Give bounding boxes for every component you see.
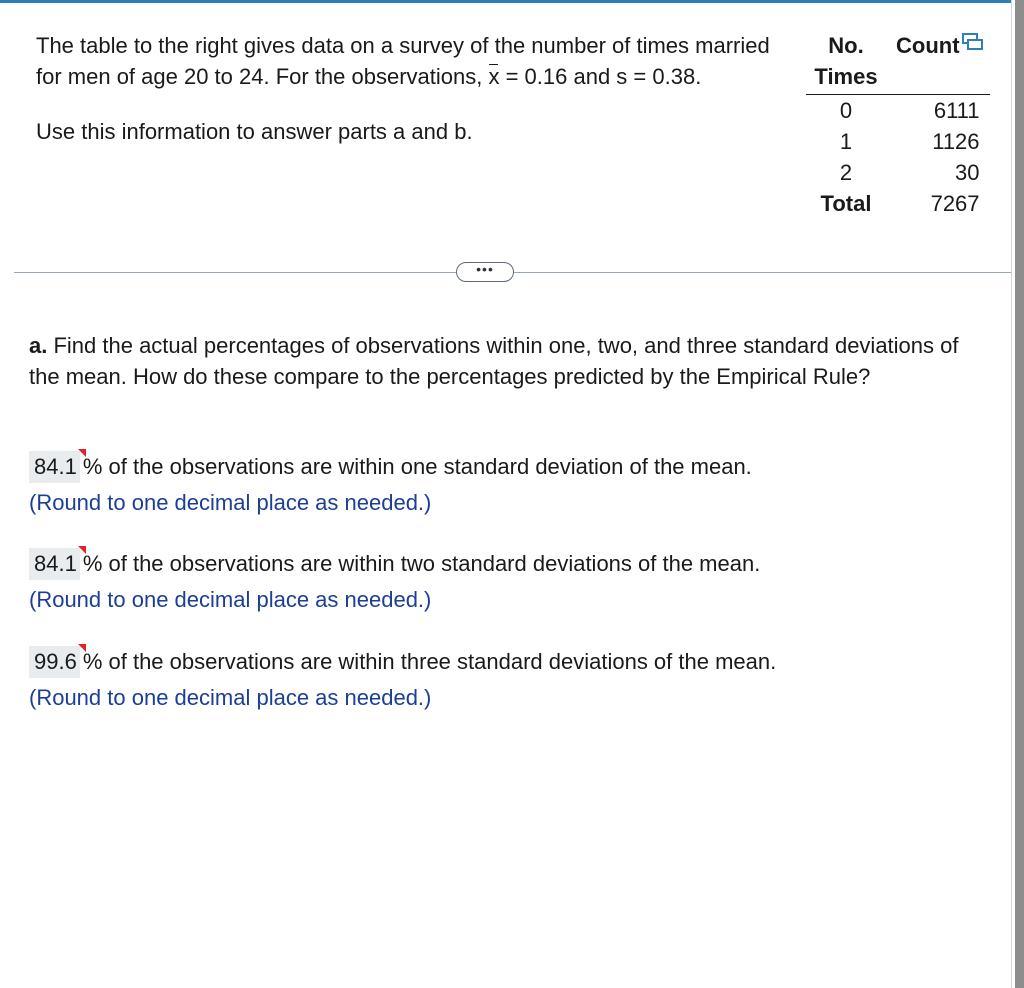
problem-intro [36,30,781,147]
table-total-row: Total 7267 [820,191,980,216]
scrollbar-thumb[interactable] [1015,0,1024,988]
rounding-hint: (Round to one decimal place as needed.) [29,490,432,515]
answer-three-sd: 99.6 % of the observations are within three standard deviations of the mean. (Round to one decimal place as needed.) [29,644,989,716]
header-count: Count [886,30,990,95]
rounding-hint: (Round to one decimal place as needed.) [29,587,432,612]
table-row: 0 6111 [839,98,980,123]
answer-one-sd: 84.1 % of the observations are within one standard deviation of the mean. (Round to one decimal place as needed.) [29,449,989,521]
instruction-text: Use this information to answer parts a and b. [36,119,473,144]
table-row: 2 30 [839,160,980,185]
top-accent-bar [0,0,1024,3]
answer-input-three-sd[interactable]: 99.6 [29,646,80,678]
rounding-hint: (Round to one decimal place as needed.) [29,685,432,710]
question-a: a. Find the actual percentages of observations within one, two, and three standard deviations of the mean. How do these compare to the percentages predicted by the Empirical Rule? [29,333,959,389]
table-row: 1 1126 [839,129,980,154]
answer-two-sd: 84.1 % of the observations are within two standard deviations of the mean. (Round to one decimal place as needed.) [29,546,989,618]
problem-statement: The table to the right gives data on a survey of the number of times married for men of age 20 to 24. For the observations, x = 0.16 and s = 0.38. [36,30,781,92]
answer-input-one-sd[interactable]: 84.1 [29,451,80,483]
incorrect-flag-icon [78,449,86,457]
incorrect-flag-icon [78,644,86,652]
data-table [806,30,990,219]
expand-button[interactable]: ••• [456,262,514,282]
scrollbar[interactable] [1011,0,1024,988]
popout-icon[interactable] [962,29,984,60]
answer-input-two-sd[interactable]: 84.1 [29,548,80,580]
x-bar-symbol: x [488,61,499,92]
incorrect-flag-icon [78,546,86,554]
header-no-times: No. Times [806,30,886,95]
